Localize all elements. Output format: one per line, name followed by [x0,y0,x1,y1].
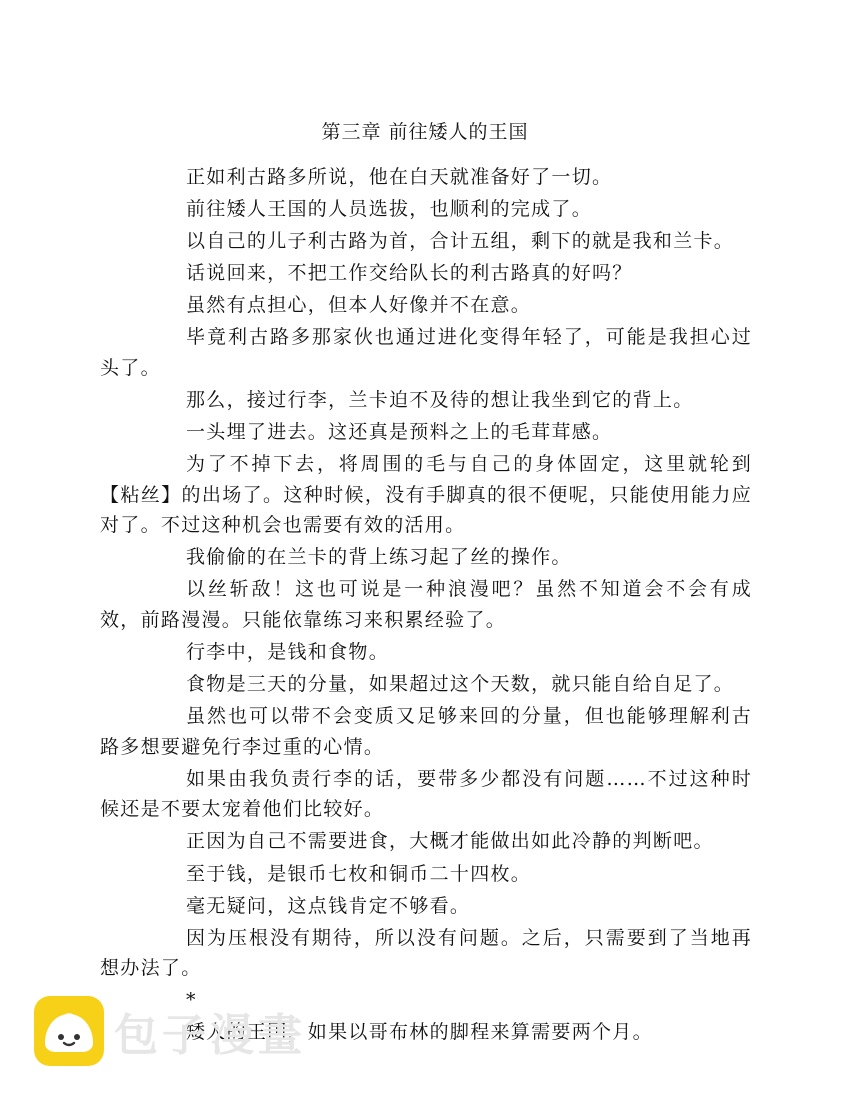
paragraph: 我偷偷的在兰卡的背上练习起了丝的操作。 [186,546,572,569]
paragraph: 毕竟利古路多那家伙也通过进化变得年轻了，可能是我担心过头了。 [100,326,752,379]
watermark-text: 包子漫畫 [114,1010,306,1061]
paragraph: 食物是三天的分量，如果超过这个天数，就只能自给自足了。 [186,673,735,696]
paragraph: 虽然有点担心，但本人好像并不在意。 [186,294,532,317]
paragraph: 前往矮人王国的人员选拔，也顺利的完成了。 [186,198,593,221]
paragraph: 以丝斩敌！这也可说是一种浪漫吧？虽然不知道会不会有成效，前路漫漫。只能依靠练习来积累经验了。 [100,578,752,631]
chapter-title: 第三章 前往矮人的王国 [321,121,529,143]
paragraph: 以自己的儿子利古路为首，合计五组，剩下的就是我和兰卡。 [186,230,735,253]
paragraph: 那么，接过行李，兰卡迫不及待的想让我坐到它的背上。 [186,389,694,412]
bun-logo-icon [34,996,104,1066]
chapter-body [100,162,752,1049]
watermark [34,995,306,1067]
paragraph: 至于钱，是银币七枚和铜币二十四枚。 [186,862,532,885]
paragraph: 为了不掉下去，将周围的毛与自己的身体固定，这里就轮到【粘丝】的出场了。这种时候，没有手脚真的很不便呢，只能使用能力应对了。不过这种机会也需要有效的活用。 [100,453,752,537]
paragraph: 虽然也可以带不会变质又足够来回的分量，但也能够理解利古路多想要避免行李过重的心情。 [100,705,752,758]
paragraph: 正如利古路多所说，他在白天就准备好了一切。 [186,166,613,188]
paragraph: 毫无疑问，这点钱肯定不够看。 [186,894,471,917]
paragraph: 正因为自己不需要进食，大概才能做出如此冷静的判断吧。 [186,830,714,853]
paragraph: 一头埋了进去。这还真是预料之上的毛茸茸感。 [186,421,613,444]
paragraph: 矮人的王国，如果以哥布林的脚程来算需要两个月。 [186,1021,653,1044]
paragraph: 话说回来，不把工作交给队长的利古路真的好吗？ [186,262,633,285]
paragraph: 行李中，是钱和食物。 [186,641,390,664]
paragraph: 因为压根没有期待，所以没有问题。之后，只需要到了当地再想办法了。 [100,926,752,980]
scene-separator: * [186,989,196,1012]
paragraph: 如果由我负责行李的话，要带多少都没有问题……不过这种时候还是不要太宠着他们比较好。 [100,767,752,821]
